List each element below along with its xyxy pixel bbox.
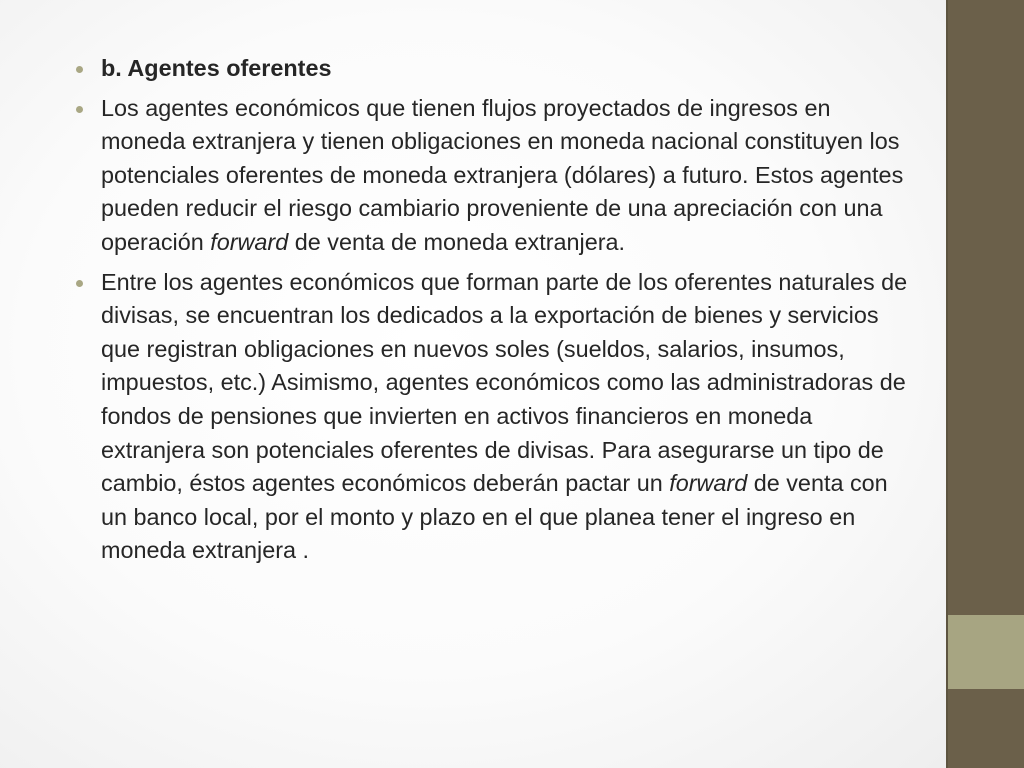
- bullet-dot-icon: [76, 106, 83, 113]
- section-heading: b. Agentes oferentes: [101, 55, 332, 81]
- paragraph-1-text-after: de venta de moneda extranjera.: [288, 228, 626, 255]
- paragraph-2-italic-term: forward: [669, 470, 748, 497]
- bullet-dot-icon: [76, 280, 83, 287]
- paragraph-1-text-before: Los agentes económicos que tienen flujos proyectados de ingresos en moneda extranjera y tienen obligaciones en moneda nacional constituyen los potenciales oferentes de moneda extranjera (dólares) a futuro. Estos agentes pueden reducir el riesgo cambiario proveniente de una apreciación con una operación: [101, 94, 904, 255]
- bullet-dot-icon: [76, 66, 83, 73]
- paragraph-2-text-before: Entre los agentes económicos que forman parte de los oferentes naturales de divisas, se encuentran los dedicados a la exportación de bienes y servicios que registran obligaciones en nuevos soles (sueldos, salarios, insumos, impuestos, etc.) Asimismo, agentes económicos como las administradoras de fondos de pensiones que invierten en activos financieros en moneda extranjera son potenciales oferentes de divisas. Para asegurarse un tipo de cambio, éstos agentes económicos deberán pactar un: [101, 268, 908, 497]
- slide-content: [72, 52, 912, 574]
- paragraph-1-italic-term: forward: [210, 228, 289, 255]
- paragraph-2-text-after: de venta con un banco local, por el monto y plazo en el que planea tener el ingreso en moneda extranjera .: [101, 470, 888, 564]
- bullet-item-heading: [72, 52, 912, 86]
- bullet-item-paragraph-1: [72, 92, 912, 260]
- bullet-list: [72, 52, 912, 568]
- right-sidebar-accent-block: [948, 615, 1024, 689]
- bullet-item-paragraph-2: [72, 266, 912, 568]
